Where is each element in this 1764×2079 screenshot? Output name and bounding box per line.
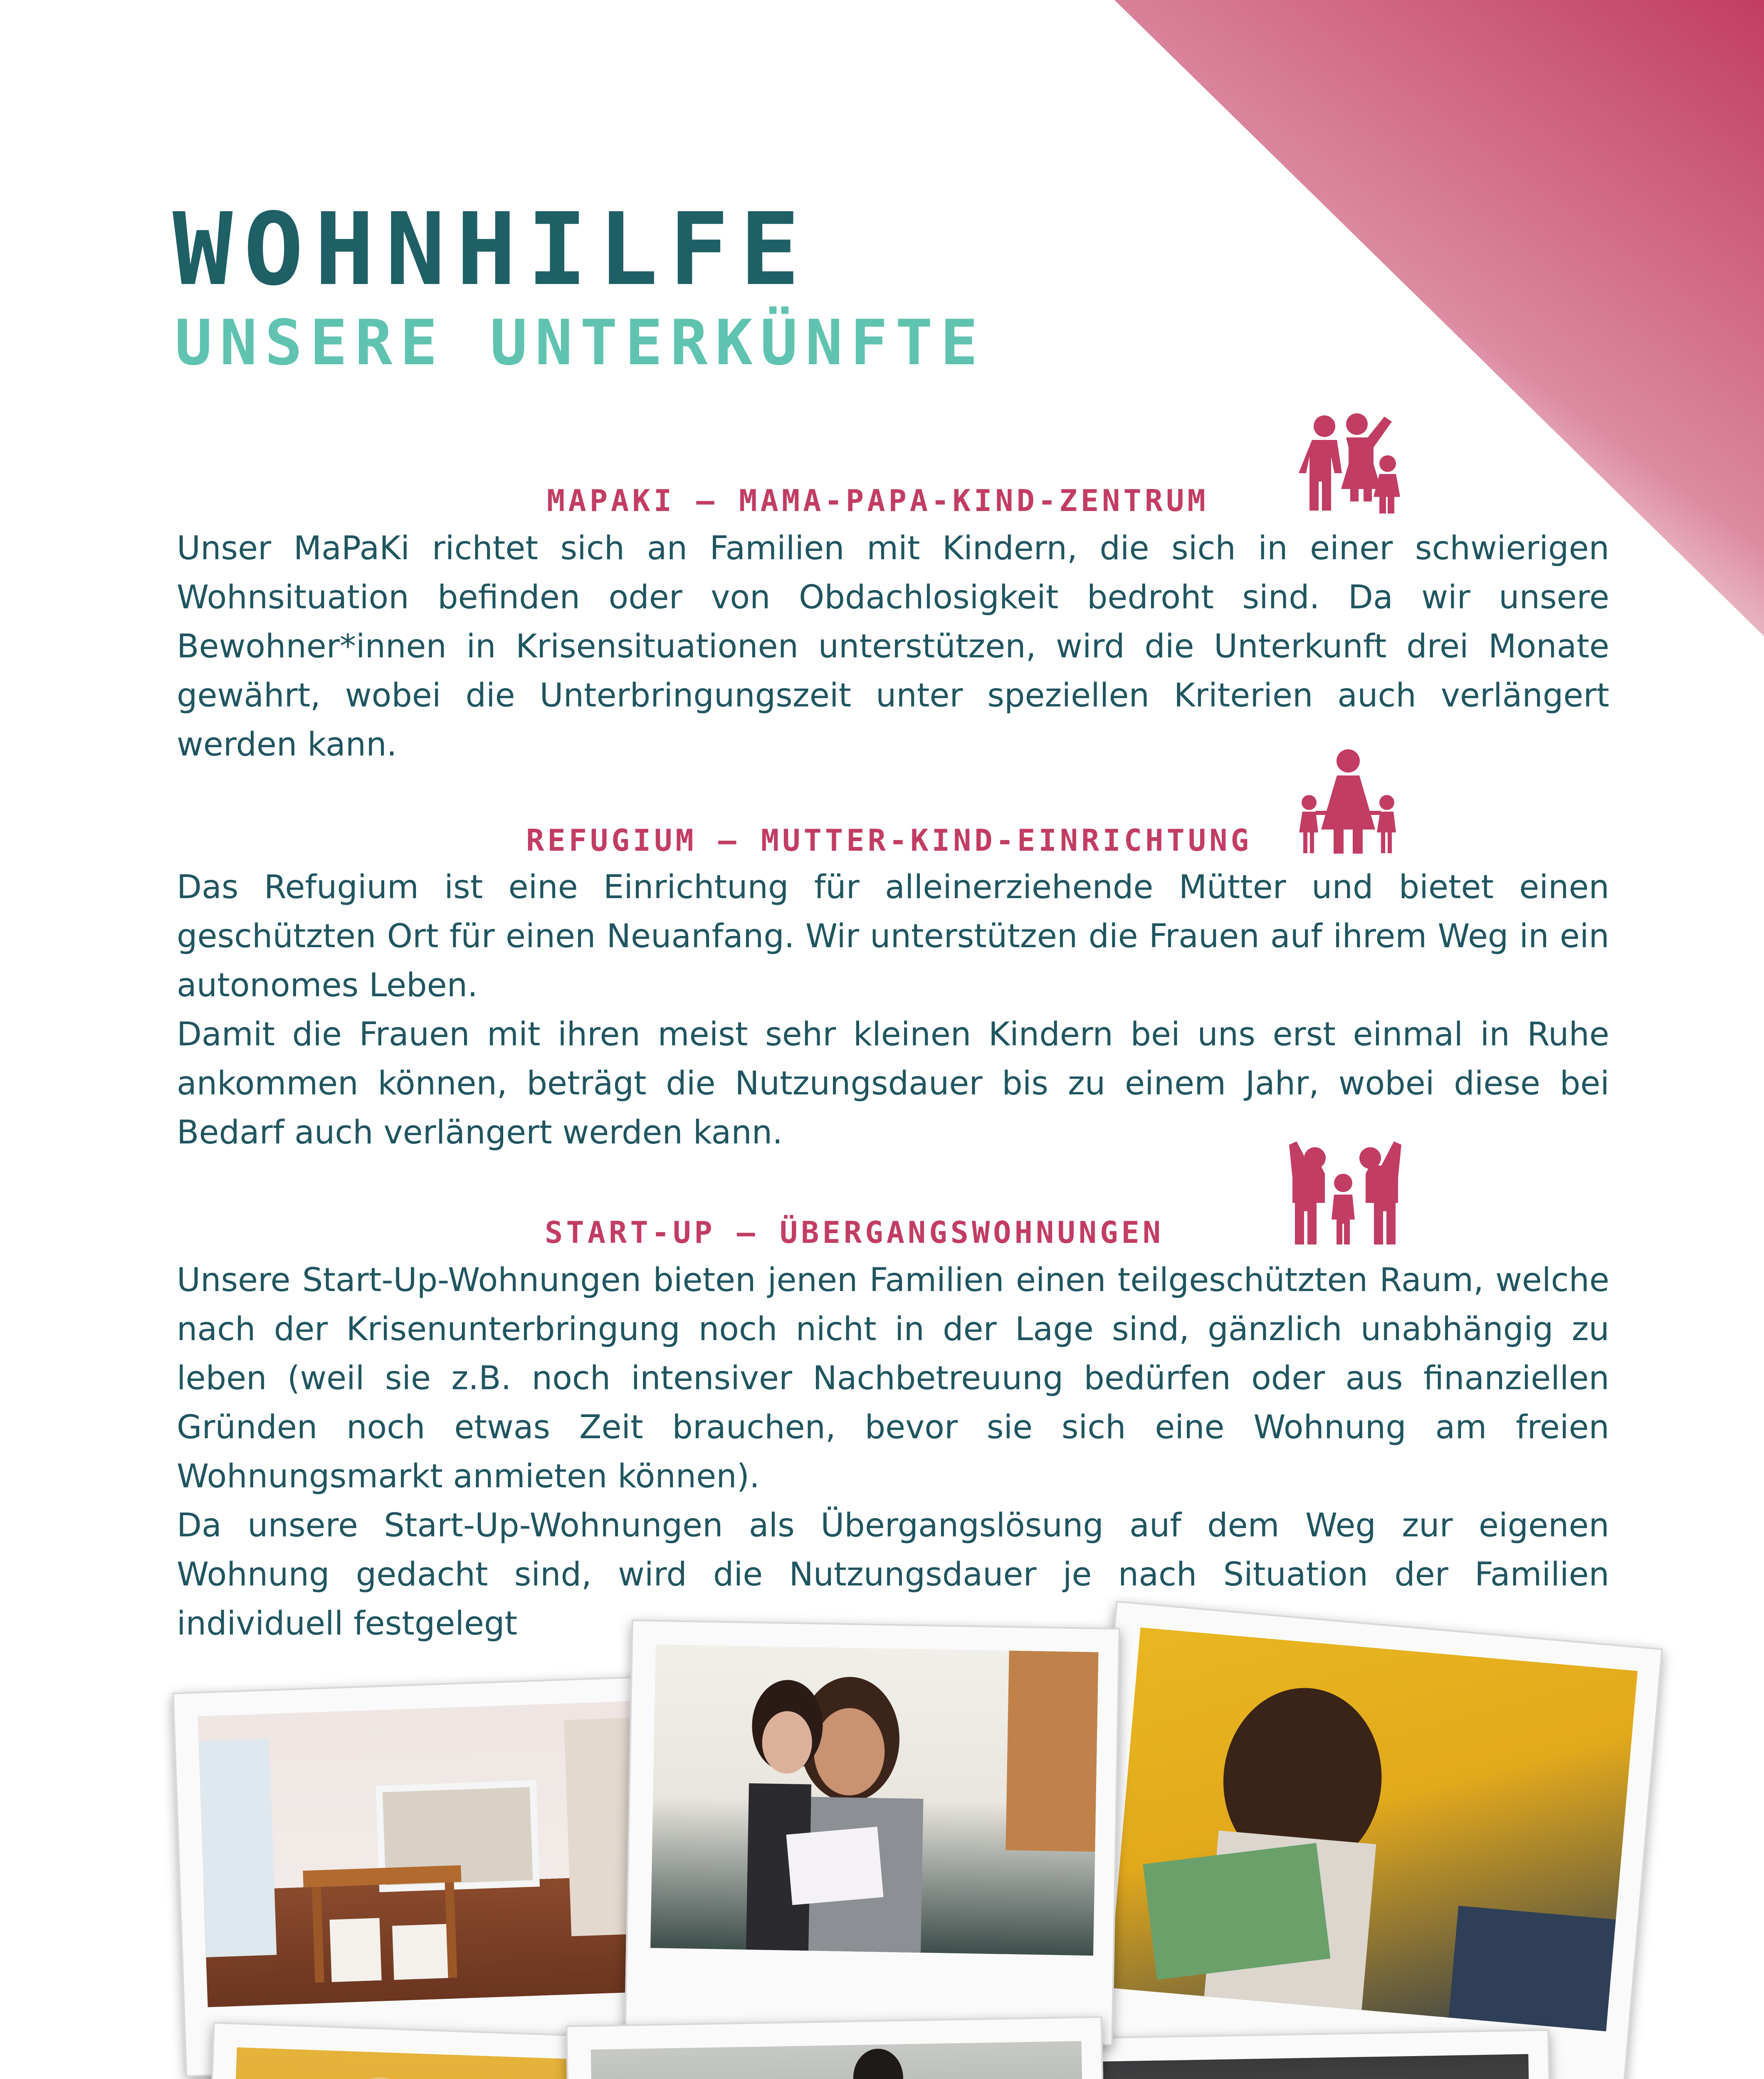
photo-room-interior [172,1676,674,2077]
photo-boy-with-book [1073,1601,1663,2079]
mother-children-icon [1297,748,1399,854]
family-icon [1295,412,1408,516]
photo-children-at-table [566,2016,1110,2079]
page-subtitle: UNSERE UNTERKÜNFTE [175,307,986,379]
photo-mother-and-daughter [624,1620,1120,2046]
section-text-startup-2: Da unsere Start-Up-Wohnungen als Übergangslösung auf dem Weg zur eigenen Wohnung gedacht sind, wird die Nutzungsdauer je nach Situation der Familien individuell festgelegt [177,1507,1609,1642]
cheering-family-icon [1285,1141,1406,1245]
page-title: WOHNHILFE [173,191,811,308]
section-text-mapaki: Unser MaPaKi richtet sich an Familien mit Kindern, die sich in einer schwierigen Wohnsituation befinden oder von Obdachlosigkeit bedroht sind. Da wir unsere Bewohner*innen in Krisensituationen unterstützen, wird die Unterkunft drei Monate gewährt, wobei die Unterbringungszeit unter speziellen Kriterien auch verlängert werden kann. [177,530,1609,763]
section-title-mapaki: MAPAKI – MAMA-PAPA-KIND-ZENTRUM [547,483,1209,518]
section-text-refugium-2: Damit die Frauen mit ihren meist sehr kleinen Kindern bei uns erst einmal in Ruhe ankommen können, beträgt die Nutzungsdauer bis zu einem Jahr, wobei diese bei Bedarf auch verlängert werden kann. [177,1016,1609,1151]
section-title-refugium: REFUGIUM – MUTTER-KIND-EINRICHTUNG [526,823,1252,858]
section-text-refugium-1: Das Refugium ist eine Einrichtung für alleinerziehende Mütter und bietet einen geschützten Ort für einen Neuanfang. Wir unterstützen die Frauen auf ihrem Weg in ein autonomes Leben. [177,869,1609,1004]
section-title-startup: START-UP – ÜBERGANGSWOHNUNGEN [545,1215,1164,1250]
section-text-startup-1: Unsere Start-Up-Wohnungen bieten jenen Familien einen teilgeschützten Raum, welche nach der Krisenunterbringung noch nicht in der Lage sind, gänzlich unabhängig zu leben (weil sie z.B. noch intensiver Nachbetreuung bedürfen oder aus finanziellen Gründen noch etwas Zeit brauchen, bevor sie sich eine Wohnung am freien Wohnungsmarkt anmieten können). [177,1262,1609,1495]
photo-handing-keys [1077,2029,1557,2079]
